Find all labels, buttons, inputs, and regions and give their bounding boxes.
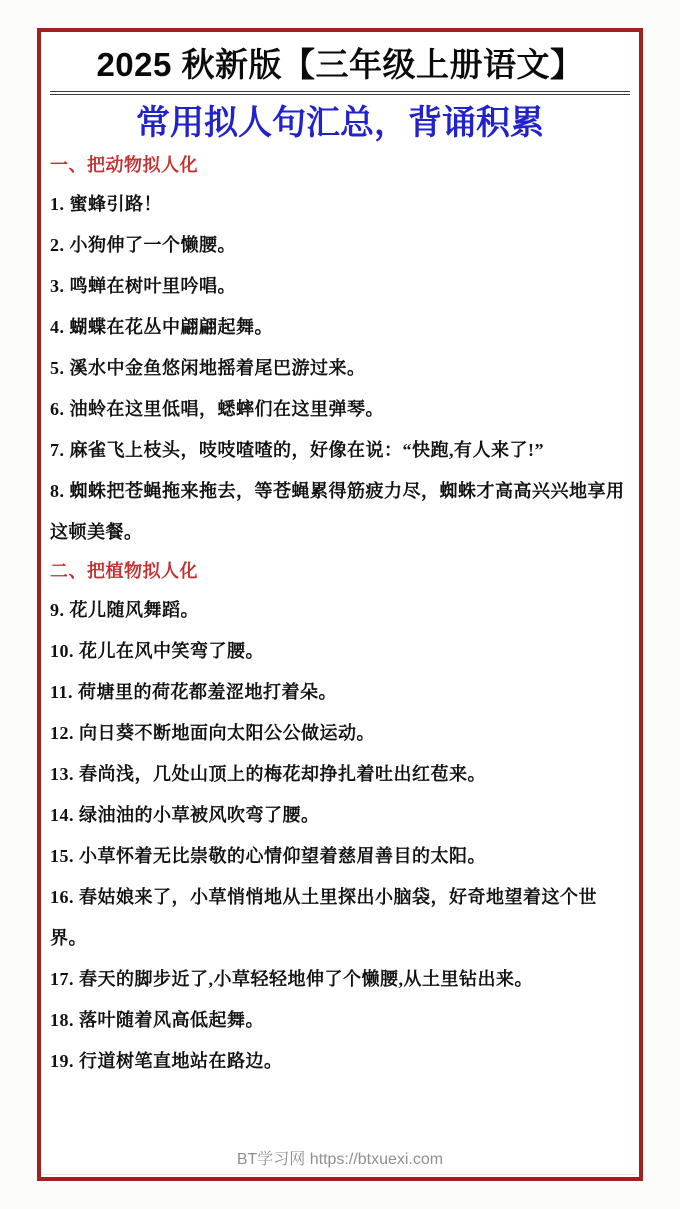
sentence-item: 4. 蝴蝶在花丛中翩翩起舞。	[50, 317, 273, 337]
sentence-item: 2. 小狗伸了一个懒腰。	[50, 235, 236, 255]
sentence-item: 3. 鸣蝉在树叶里吟唱。	[50, 276, 236, 296]
sentence-item: 12. 向日葵不断地面向太阳公公做运动。	[50, 723, 375, 743]
sentence-item: 16. 春姑娘来了，小草悄悄地从土里探出小脑袋，好奇地望着这个世界。	[50, 887, 597, 948]
sentence-item: 6. 油蛉在这里低唱，蟋蟀们在这里弹琴。	[50, 399, 384, 419]
sentence-item: 13. 春尚浅，几处山顶上的梅花却挣扎着吐出红苞来。	[50, 764, 486, 784]
sentence-item: 7. 麻雀飞上枝头，吱吱喳喳的，好像在说：“快跑,有人来了!”	[50, 440, 544, 460]
sentence-item: 10. 花儿在风中笑弯了腰。	[50, 641, 264, 661]
page-footer: BT学习网 https://btxuexi.com	[42, 1146, 638, 1175]
page-title: 2025 秋新版【三年级上册语文】	[96, 46, 584, 83]
title-block	[50, 32, 630, 95]
sentence-item: 9. 花儿随风舞蹈。	[50, 600, 199, 620]
page-subtitle: 常用拟人句汇总，背诵积累	[136, 104, 544, 142]
sentence-item: 17. 春天的脚步近了,小草轻轻地伸了个懒腰,从土里钻出来。	[50, 969, 533, 989]
section-heading-animals: 一、把动物拟人化	[50, 155, 198, 175]
sentence-item: 19. 行道树笔直地站在路边。	[50, 1051, 283, 1071]
sentence-item: 1. 蜜蜂引路！	[50, 194, 162, 214]
section-heading-plants: 二、把植物拟人化	[50, 561, 198, 581]
worksheet-page	[37, 28, 643, 1181]
sentence-item: 11. 荷塘里的荷花都羞涩地打着朵。	[50, 682, 338, 702]
sentence-item: 14. 绿油油的小草被风吹弯了腰。	[50, 805, 320, 825]
sentence-item: 15. 小草怀着无比崇敬的心情仰望着慈眉善目的太阳。	[50, 846, 486, 866]
sentence-item: 18. 落叶随着风高低起舞。	[50, 1010, 264, 1030]
sentence-item: 5. 溪水中金鱼悠闲地摇着尾巴游过来。	[50, 358, 366, 378]
sentence-item: 8. 蜘蛛把苍蝇拖来拖去，等苍蝇累得筋疲力尽，蜘蛛才高高兴兴地享用这顿美餐。	[50, 481, 625, 542]
